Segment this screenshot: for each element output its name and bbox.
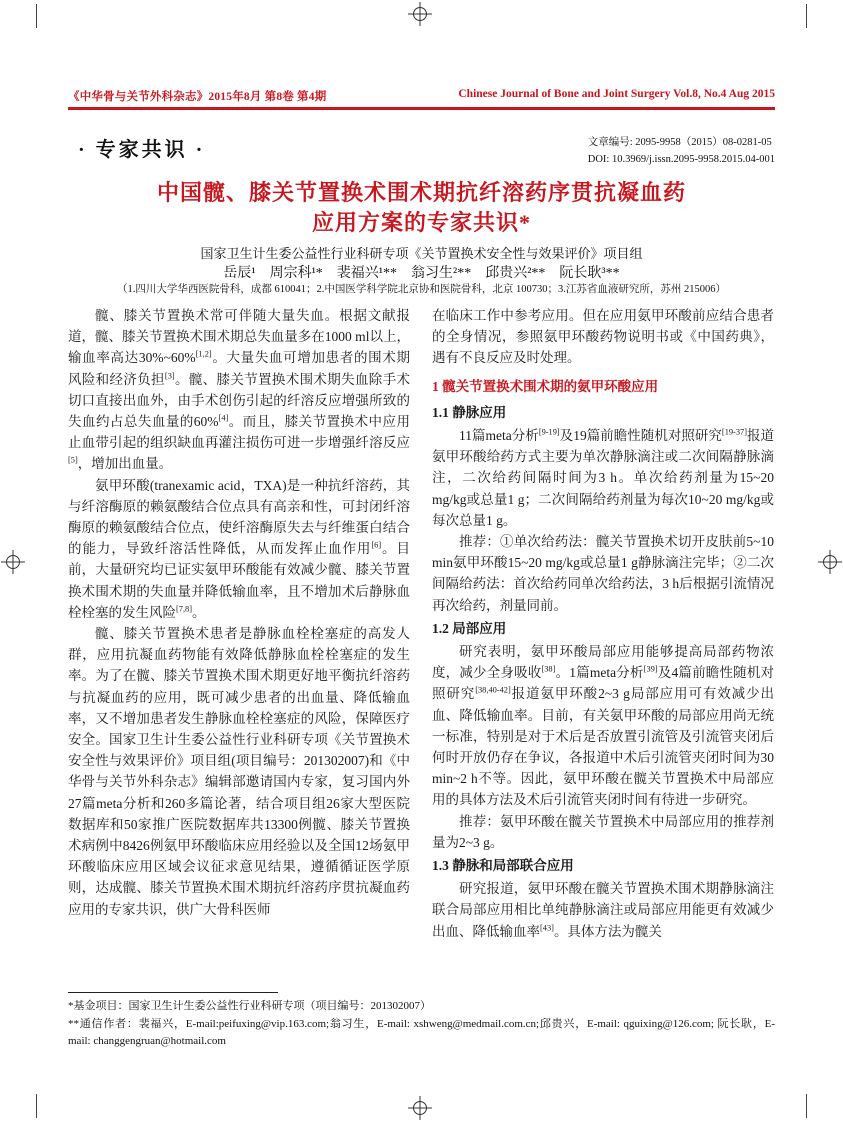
subsection-heading: 1.1 静脉应用 <box>432 404 507 420</box>
footnote-corresponding-authors: **通信作者：裴福兴，E-mail:peifuxing@vip.163.com;翁习生，E-mail: xshweng@medmail.com.cn;邱贵兴，E-mail: qguixing@126.com; 阮长耿，E-mail: changgengruan@hotmail.com <box>68 1017 775 1047</box>
article-body <box>68 305 775 987</box>
body-paragraph: 推荐：①单次给药法：髋关节置换术切开皮肤前5~10 min氨甲环酸15~20 mg/kg或总量1 g静脉滴注完毕；②二次间隔给药法：首次给药同单次给药法，3 h后根据引流情况再次给药，剂量同前。 <box>432 534 774 613</box>
citation-marker: [1,2] <box>195 349 212 359</box>
footnote-funding: *基金项目：国家卫生计生委公益性行业科研专项（项目编号：201302007） <box>68 1000 431 1012</box>
body-left-column <box>68 305 410 987</box>
subsection-heading: 1.3 静脉和局部联合应用 <box>432 858 574 874</box>
citation-marker: [7,8] <box>176 604 193 614</box>
body-paragraph: 氨甲环酸(tranexamic acid，TXA)是一种抗纤溶药，其与纤溶酶原的赖氨酸结合位点具有高亲和性，可封闭纤溶酶原的赖氨酸结合位点，使纤溶酶原失去与纤维蛋白结合的能力，导致纤溶活性降低，从而发挥止血作用[6]。目前，大量研究均已证实氨甲环酸能有效减少髋、膝关节置换术围术期的失血量并降低输血率，且不增加术后静脉血栓栓塞的发生风险[7,8]。 <box>68 477 410 620</box>
project-group: 国家卫生计生委公益性行业科研专项《关节置换术安全性与效果评价》项目组 <box>200 246 643 261</box>
registration-mark-top-icon <box>408 2 432 26</box>
body-paragraph: 推荐：氨甲环酸在髋关节置换术中局部应用的推荐剂量为2~3 g。 <box>432 813 774 850</box>
registration-mark-bottom-icon <box>408 1096 432 1120</box>
header-rule <box>68 107 775 110</box>
journal-title-en: Chinese Journal of Bone and Joint Surgery Vol.8, No.4 Aug 2015 <box>458 88 775 100</box>
author-names: 岳辰¹ 周宗科¹* 裴福兴¹** 翁习生²** 邱贵兴²** 阮长耿³** <box>223 266 620 281</box>
doi: DOI: 10.3969/j.issn.2095-9958.2015.04-001 <box>587 154 775 165</box>
paper-title-line2: 应用方案的专家共识* <box>311 210 531 235</box>
footnote-rule <box>68 992 278 993</box>
body-paragraph: 髋、膝关节置换术患者是静脉血栓栓塞症的高发人群，应用抗凝血药物能有效降低静脉血栓栓塞症的发生率。为了在髋、膝关节置换术围术期更好地平衡抗纤溶药与抗凝血药的应用，既可减少患者的出血量、降低输血率，又不增加患者发生静脉血栓栓塞症的风险，保障医疗安全。国家卫生计生委公益性行业科研专项《关节置换术安全性与效果评价》项目组(项目编号：201302007)和《中华骨与关节外科杂志》编辑部邀请国内专家，复习国内外27篇meta分析和260多篇论著，结合项目组26家大型医院数据库和50家推广医院数据库共13300例髋、膝关节置换术病例中8426例氨甲环酸临床应用经验以及全国12场氨甲环酸临床应用区域会议征求意见结果，遵循循证医学原则，达成髋、膝关节置换术围术期抗纤溶药序贯抗凝血药应用的专家共识，供广大骨科医师 <box>68 626 410 917</box>
article-meta <box>588 134 775 168</box>
citation-marker: [3] <box>164 371 175 381</box>
citation-marker: [6] <box>371 540 382 550</box>
body-paragraph: 髋、膝关节置换术常可伴随大量失血。根据文献报道，髋、膝关节置换术围术期总失血量多在1000 ml以上，输血率高达30%~60%[1,2]。大量失血可增加患者的围术期风险和经济负担[3]。髋、膝关节置换术围术期失血除手术切口直接出血外，由手术创伤引起的纤溶反应增强所致的失血约占总失血量的60%[4]。而且，膝关节置换术中应用止血带引起的组织缺血再灌注损伤可进一步增强纤溶反应[5]，增加出血量。 <box>68 308 410 472</box>
crop-mark-top-left-icon <box>36 4 37 28</box>
citation-marker: [4] <box>218 413 229 423</box>
citation-marker: [19-37] <box>721 427 747 437</box>
citation-marker: [38,40-42] <box>475 685 511 695</box>
subsection-heading: 1.2 局部应用 <box>432 620 507 636</box>
citation-marker: [43] <box>540 923 554 933</box>
body-paragraph: 研究报道，氨甲环酸在髋关节置换术围术期静脉滴注联合局部应用相比单纯静脉滴注或局部应用能更有效减少出血、降低输血率[43]。具体方法为髋关 <box>432 881 774 939</box>
section-label: · 专家共识 · <box>78 139 206 161</box>
body-right-column <box>432 305 774 987</box>
citation-marker: [5] <box>68 455 78 465</box>
journal-title-cn: 《中华骨与关节外科杂志》2015年8月 第8卷 第4期 <box>68 91 327 103</box>
footnotes <box>68 998 775 1051</box>
crop-mark-top-right-icon <box>806 4 807 28</box>
crop-mark-bottom-left-icon <box>36 1094 37 1118</box>
section-heading: 1 髋关节置换术围术期的氨甲环酸应用 <box>432 378 659 394</box>
crop-mark-bottom-right-icon <box>806 1094 807 1118</box>
affiliations: （1.四川大学华西医院骨科，成都 610041；2.中国医学科学院北京协和医院骨科，北京 100730；3.江苏省血液研究所，苏州 215006） <box>117 284 726 295</box>
article-number: 文章编号: 2095-9958（2015）08-0281-05 <box>587 137 772 148</box>
paper-title <box>68 178 775 238</box>
body-paragraph: 研究表明，氨甲环酸局部应用能够提高局部药物浓度，减少全身吸收[38]。1篇meta分析[39]及4篇前瞻性随机对照研究[38,40-42]报道氨甲环酸2~3 g局部应用可有效减少出血、降低输血率。目前，有关氨甲环酸的局部应用尚无统一标准，特别是对于术后是否放置引流管及引流管夹闭后何时开放仍存在争议，各报道中术后引流管夹闭时间为30 min~2 h不等。因此，氨甲环酸在髋关节置换术中局部应用的具体方法及术后引流管夹闭时间有待进一步研究。 <box>432 644 774 808</box>
body-paragraph: 在临床工作中参考应用。但在应用氨甲环酸前应结合患者的全身情况，参照氨甲环酸药物说明书或《中国药典》，遇有不良反应及时处理。 <box>432 308 774 366</box>
citation-marker: [9-19] <box>538 427 560 437</box>
paper-title-line1: 中国髋、膝关节置换术围术期抗纤溶药序贯抗凝血药 <box>156 180 686 205</box>
citation-marker: [38] <box>541 664 556 674</box>
registration-mark-right-icon <box>818 550 842 574</box>
body-paragraph: 11篇meta分析[9-19]及19篇前瞻性随机对照研究[19-37]报道氨甲环酸给药方式主要为单次静脉滴注或二次间隔静脉滴注，二次给药间隔时间为3 h。单次给药剂量为15~20 mg/kg或总量1 g；二次间隔给药剂量为每次10~20 mg/kg或每次总量1 g。 <box>432 427 774 528</box>
registration-mark-left-icon <box>1 550 25 574</box>
citation-marker: [39] <box>643 664 658 674</box>
